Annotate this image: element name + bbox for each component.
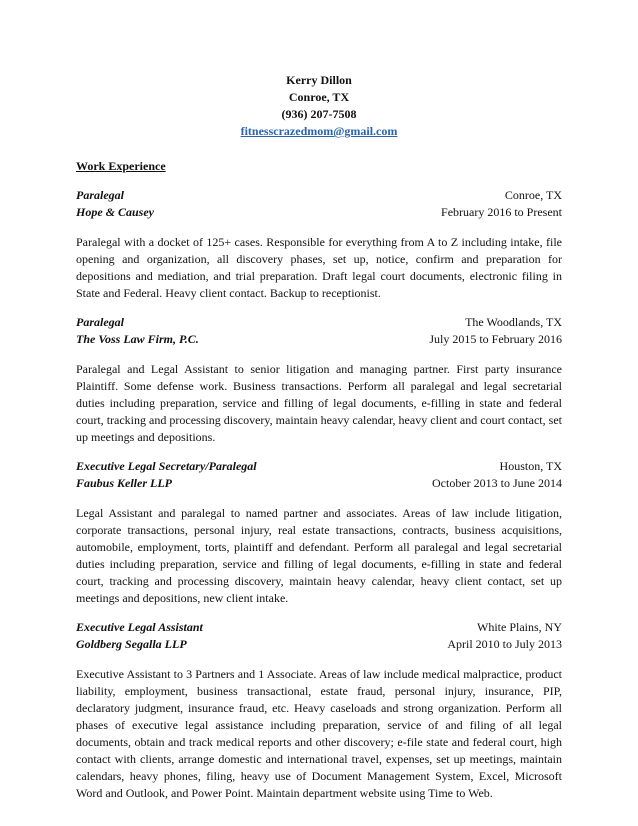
job-entry (76, 187, 562, 302)
job-title: Executive Legal Secretary/Paralegal (76, 459, 257, 473)
job-description: Legal Assistant and paralegal to named partner and associates. Areas of law include litigation, corporate transactions, personal injury, real estate transactions, contracts, business acquisitions, automobile, employment, torts, plaintiff and defendant. Perform all paralegal and legal secretarial duties including preparation, service and filling of legal documents, e-filling in state and federal court, tracking and processing discovery, maintain heavy calendar, heavy client contact, set up meetings and depositions, new client intake. (76, 506, 562, 605)
job-entry (76, 619, 562, 802)
job-title-row (76, 187, 562, 204)
job-company-row (76, 636, 562, 653)
job-company-row (76, 331, 562, 348)
job-title-row (76, 458, 562, 475)
email-link[interactable]: fitnesscrazedmom@gmail.com (240, 124, 398, 138)
job-location: White Plains, NY (477, 620, 562, 634)
job-title-row (76, 619, 562, 636)
job-dates: July 2015 to February 2016 (429, 332, 562, 346)
job-company-row (76, 475, 562, 492)
job-company: Goldberg Segalla LLP (76, 637, 187, 651)
job-entry (76, 314, 562, 446)
job-location: Houston, TX (499, 459, 562, 473)
job-company: The Voss Law Firm, P.C. (76, 332, 199, 346)
job-company: Hope & Causey (76, 205, 154, 219)
candidate-name: Kerry Dillon (286, 73, 352, 87)
contact-header (76, 72, 562, 140)
job-title: Paralegal (76, 188, 124, 202)
job-dates: October 2013 to June 2014 (432, 476, 562, 490)
job-description: Paralegal with a docket of 125+ cases. Responsible for everything from A to Z including intake, file opening and organization, all discovery phases, set up, notice, confirm and preparation for depositions and mediation, and trial preparation. Draft legal court documents, electronic filing in State and Federal. Heavy client contact. Backup to receptionist. (76, 235, 562, 300)
job-title-row (76, 314, 562, 331)
candidate-phone: (936) 207-7508 (281, 107, 357, 121)
candidate-location: Conroe, TX (288, 90, 350, 104)
job-title: Paralegal (76, 315, 124, 329)
job-entry (76, 458, 562, 607)
job-description: Paralegal and Legal Assistant to senior litigation and managing partner. First party insurance Plaintiff. Some defense work. Business transactions. Perform all paralegal and legal secretarial duties including preparation, service and filling of legal documents, e-filling in state and federal court, tracking and processing discovery, maintain heavy calendar, heavy client and court contact, set up meetings and depositions. (76, 362, 562, 444)
job-description: Executive Assistant to 3 Partners and 1 Associate. Areas of law include medical malpractice, product liability, employment, business transactional, estate fraud, personal injury, insurance, PIP, declaratory judgment, insurance fraud, etc. Heavy caseloads and strong organization. Perform all phases of executive legal assistance including preparation, service of and filing of all legal documents, obtain and track medical reports and other discovery; e-file state and federal court, high contact with clients, arrange domestic and international travel, expenses, set up meetings, maintain calendars, heavy phones, filing, heavy use of Document Management System, Excel, Microsoft Word and Outlook, and Power Point. Maintain department website using Time to Web. (76, 667, 562, 800)
job-company-row (76, 204, 562, 221)
job-location: Conroe, TX (504, 188, 562, 202)
job-location: The Woodlands, TX (465, 315, 562, 329)
section-title-work-experience: Work Experience (76, 159, 166, 173)
job-dates: February 2016 to Present (441, 205, 562, 219)
job-dates: April 2010 to July 2013 (447, 637, 562, 651)
job-company: Faubus Keller LLP (76, 476, 173, 490)
job-title: Executive Legal Assistant (76, 620, 203, 634)
